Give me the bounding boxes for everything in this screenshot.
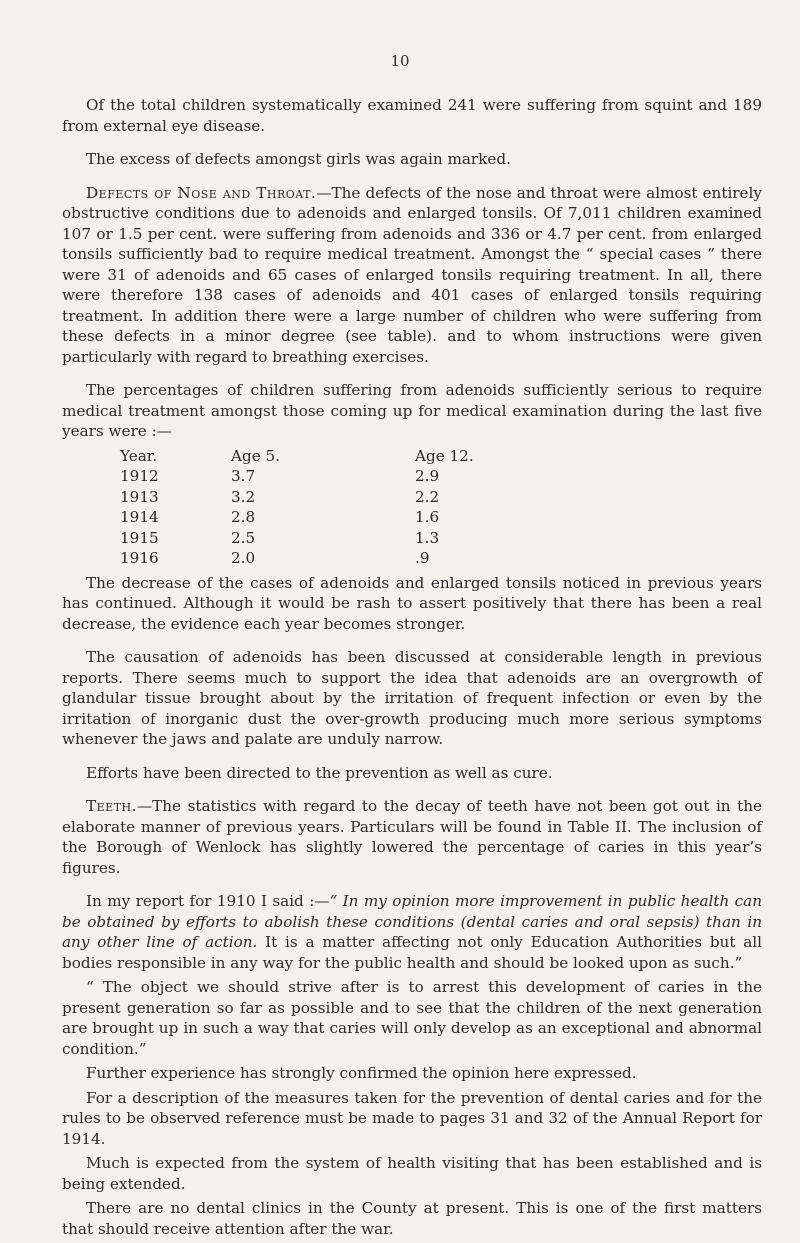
report-lead: In my report for 1910 I said :— [86,892,330,910]
paragraph-health-visiting: Much is expected from the system of health visiting that has been established and is being extended. [62,1154,762,1193]
paragraph-prevention: Efforts have been directed to the prevention as well as cure. [86,763,553,782]
paragraph-experience: Further experience has strongly confirmed the opinion here expressed. [86,1064,637,1082]
paragraph-percentages-intro: The percentages of children suffering from adenoids sufficiently serious to require medical treatment amongst those coming up for medical examination during the last five years were :— [62,381,762,440]
paragraph-dental-clinics: There are no dental clinics in the County at present. This is one of the first matters that should receive attention after the war. [62,1199,762,1238]
document-body [62,95,762,1243]
cell-year: 1912 [120,467,159,485]
table-row [62,507,555,528]
table-row [62,466,555,487]
cell-age-12: 1.6 [415,508,440,526]
cell-age-5: 3.2 [231,487,256,506]
cell-year: 1914 [120,508,159,526]
cell-age-5: 2.5 [231,528,256,547]
paragraph-nose-throat [62,183,762,368]
paragraph-causation: The causation of adenoids has been discussed at considerable length in previous reports. There seems much to support the idea that adenoids are an overgrowth of glandular tissue brought about by the irritation of frequent infection or even by the irritation of inorganic dust the over-growth producing much more serious symptoms whenever the jaws and palate are unduly narrow. [62,648,762,748]
column-header-year: Year. [120,446,158,465]
report-quote-italic: “ In my opinion more improvement in public health can be obtained by efforts to abolish these conditions (dental caries and oral sepsis) than in any other line of action. [62,892,762,951]
paragraph-1910-report [62,891,762,973]
cell-age-5: 2.0 [231,549,256,567]
column-header-age-12: Age 12. [415,446,474,465]
cell-year: 1915 [120,528,159,547]
column-header-age-5: Age 5. [231,446,280,465]
paragraph-measures: For a description of the measures taken for the prevention of dental caries and for the rules to be observed reference must be made to pages 31 and 32 of the Annual Report for 1914. [62,1088,762,1148]
section-heading-nose-throat: Defects of Nose and Throat. [86,183,317,202]
cell-age-5: 2.8 [231,508,256,526]
cell-year: 1916 [120,549,159,567]
cell-age-12: 1.3 [415,528,440,547]
page-number: 10 [390,52,410,70]
paragraph-decrease: The decrease of the cases of adenoids and enlarged tonsils noticed in previous years has continued. Although it would be rash to assert positively that there has been a real decrease, the evidence each year becomes stronger. [62,573,762,633]
teeth-body: —The statistics with regard to the decay of teeth have not been got out in the elaborate manner of previous years. Particulars will be found in Table II. The inclusion of the Borough of Wenlock has slightly lowered the percentage of caries in this year’s figures. [62,797,762,877]
cell-year: 1913 [120,487,159,506]
cell-age-12: 2.9 [415,467,440,485]
paragraph-squint: Of the total children systematically examined 241 were suffering from squint and 189 from external eye disease. [62,96,762,135]
table-header-row [62,446,555,467]
cell-age-5: 3.7 [231,467,256,485]
section-heading-teeth: Teeth. [86,797,137,815]
cell-age-12: .9 [415,549,430,567]
report-quote-rest: It is a matter affecting not only Education Authorities but all bodies responsible in any way for the public health and should be looked upon as such.” [62,933,762,972]
table-row [62,528,555,549]
paragraph-teeth [62,796,762,878]
nose-throat-body: —The defects of the nose and throat were almost entirely obstructive conditions due to adenoids and enlarged tonsils. Of 7,011 children examined 107 or 1.5 per cent. were suffering from adenoids and 336 or 4.7 per cent. from enlarged tonsils sufficiently bad to require medical treatment. Amongst the “ special cases ” there were 31 of adenoids and 65 cases of enlarged tonsils requiring treatment. In all, there were therefore 138 cases of adenoids and 401 cases of enlarged tonsils requiring treatment. In addition there were a large number of children who were suffering from these defects in a minor degree (see table). and to whom instructions were given particularly with regard to breathing exercises. [62,183,762,366]
paragraph-object-quote: “ The object we should strive after is to arrest this development of caries in the present generation so far as possible and to see that the children of the next generation are brought up in such a way that caries will only develop as an exceptional and abnormal condition.” [62,978,762,1058]
paragraph-girls-defects: The excess of defects amongst girls was again marked. [86,150,511,168]
adenoid-percentage-table [62,446,555,569]
cell-age-12: 2.2 [415,487,440,506]
table-row [62,487,555,508]
table-row [62,548,555,569]
